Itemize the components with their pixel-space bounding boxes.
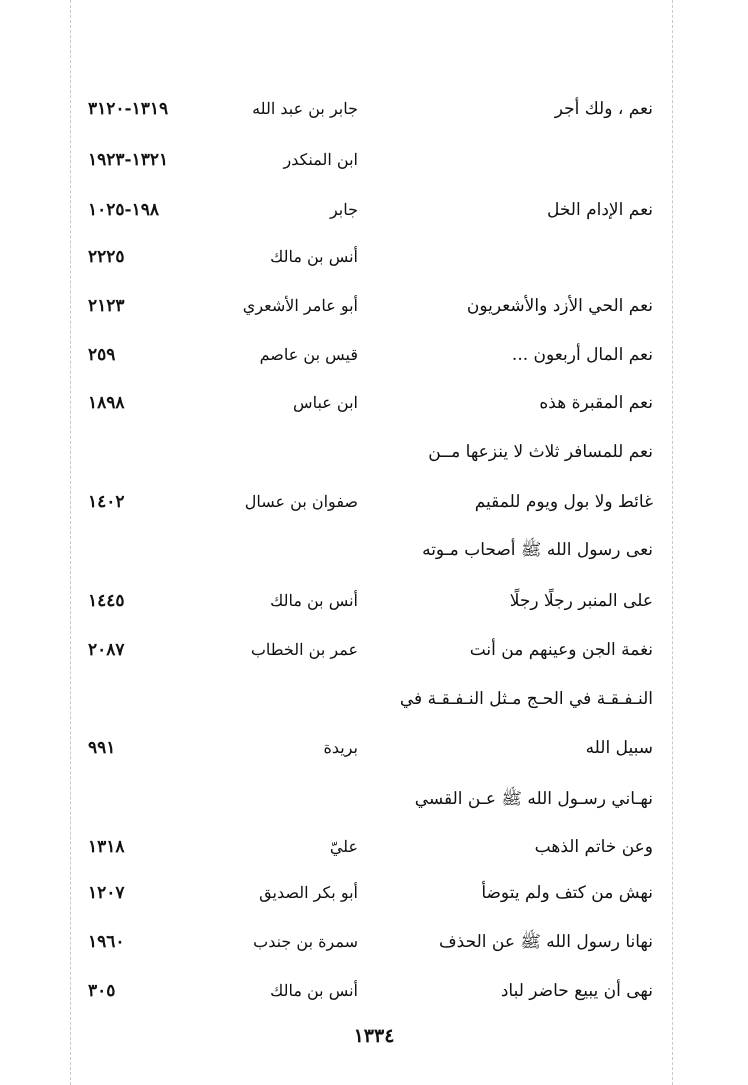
narrator-name: أنس بن مالك bbox=[270, 247, 358, 266]
hadith-text: نغمة الجن وعينهم من أنت bbox=[469, 640, 653, 660]
narrator-name: أبو بكر الصديق bbox=[259, 883, 358, 902]
index-row bbox=[0, 143, 748, 177]
narrator-name: عليّ bbox=[329, 837, 358, 856]
hadith-number: ١٨٩٨ bbox=[88, 393, 125, 413]
hadith-text: غائط ولا بول ويوم للمقيم bbox=[474, 492, 653, 512]
hadith-text: نهـاني رسـول الله ﷺ عـن القسي bbox=[414, 789, 653, 809]
hadith-number: ٩٩١ bbox=[88, 738, 116, 758]
hadith-number: ١٣٢١-١٩٢٣ bbox=[88, 150, 169, 170]
hadith-text: نعى رسول الله ﷺ أصحاب مـوته bbox=[422, 540, 653, 560]
hadith-number: ١٣١٨ bbox=[88, 837, 125, 857]
hadith-text bbox=[353, 143, 653, 177]
narrator-name: جابر bbox=[329, 200, 358, 219]
hadith-text: نهى أن يبيع حاضر لباد bbox=[500, 981, 653, 1001]
hadith-number bbox=[88, 682, 203, 716]
hadith-text: نعم المال أربعون ... bbox=[511, 345, 653, 365]
narrator-name: صفوان بن عسال bbox=[244, 492, 358, 511]
narrator-name: أنس بن مالك bbox=[270, 981, 358, 1000]
index-row bbox=[0, 974, 748, 1008]
hadith-number: ٢١٢٣ bbox=[88, 296, 125, 316]
hadith-text: نعم المقبرة هذه bbox=[539, 393, 653, 413]
narrator-name: سمرة بن جندب bbox=[253, 932, 358, 951]
hadith-text: نعم للمسافر ثلاث لا ينزعها مــن bbox=[428, 442, 653, 462]
index-row bbox=[0, 876, 748, 910]
hadith-number: ٢٠٨٧ bbox=[88, 640, 125, 660]
narrator-name: جابر بن عبد الله bbox=[252, 99, 358, 118]
index-row bbox=[0, 731, 748, 765]
hadith-number: ٣٠٥ bbox=[88, 981, 116, 1001]
index-row bbox=[0, 782, 748, 816]
narrator-name: ابن عباس bbox=[293, 393, 358, 412]
hadith-number: ١٤٤٥ bbox=[88, 591, 125, 611]
hadith-number: ٢٢٢٥ bbox=[88, 247, 125, 267]
hadith-text: سبيل الله bbox=[585, 738, 653, 758]
hadith-text: نهش من كتف ولم يتوضأ bbox=[481, 883, 653, 903]
narrator-name bbox=[193, 682, 358, 716]
index-row bbox=[0, 633, 748, 667]
hadith-number: ١٤٠٢ bbox=[88, 492, 125, 512]
index-row bbox=[0, 338, 748, 372]
hadith-number bbox=[88, 782, 203, 816]
index-row bbox=[0, 584, 748, 618]
narrator-name bbox=[193, 533, 358, 567]
narrator-name: بريدة bbox=[323, 738, 358, 757]
narrator-name: ابن المنكدر bbox=[283, 150, 358, 169]
index-row bbox=[0, 240, 748, 274]
index-row bbox=[0, 92, 748, 126]
hadith-number: ١٩٨-١٠٢٥ bbox=[88, 200, 159, 220]
index-row bbox=[0, 533, 748, 567]
index-row bbox=[0, 485, 748, 519]
hadith-text bbox=[353, 240, 653, 274]
narrator-name: أنس بن مالك bbox=[270, 591, 358, 610]
narrator-name bbox=[193, 435, 358, 469]
index-row bbox=[0, 386, 748, 420]
hadith-text: نعم الإدام الخل bbox=[546, 200, 653, 220]
index-row bbox=[0, 830, 748, 864]
hadith-number: ١٣١٩-٣١٢٠ bbox=[88, 99, 169, 119]
hadith-number: ١٢٠٧ bbox=[88, 883, 125, 903]
hadith-number bbox=[88, 435, 203, 469]
narrator-name: عمر بن الخطاب bbox=[250, 640, 358, 659]
narrator-name: قيس بن عاصم bbox=[259, 345, 358, 364]
hadith-text: وعن خاتم الذهب bbox=[534, 837, 653, 857]
hadith-number: ٢٥٩ bbox=[88, 345, 116, 365]
narrator-name bbox=[193, 782, 358, 816]
index-row bbox=[0, 682, 748, 716]
page-number: ١٣٣٤ bbox=[353, 1025, 395, 1047]
hadith-text: على المنبر رجلًا رجلًا bbox=[509, 591, 653, 611]
index-row bbox=[0, 925, 748, 959]
narrator-name: أبو عامر الأشعري bbox=[242, 296, 358, 315]
index-row bbox=[0, 435, 748, 469]
hadith-text: نهانا رسول الله ﷺ عن الحذف bbox=[439, 932, 653, 952]
hadith-number bbox=[88, 533, 203, 567]
hadith-text: النـفـقـة في الحـج مـثل النـفـقـة في bbox=[399, 689, 653, 709]
index-row bbox=[0, 193, 748, 227]
index-row bbox=[0, 289, 748, 323]
hadith-number: ١٩٦٠ bbox=[88, 932, 125, 952]
hadith-text: نعم ، ولك أجر bbox=[554, 99, 653, 119]
hadith-text: نعم الحي الأزد والأشعريون bbox=[466, 296, 653, 316]
